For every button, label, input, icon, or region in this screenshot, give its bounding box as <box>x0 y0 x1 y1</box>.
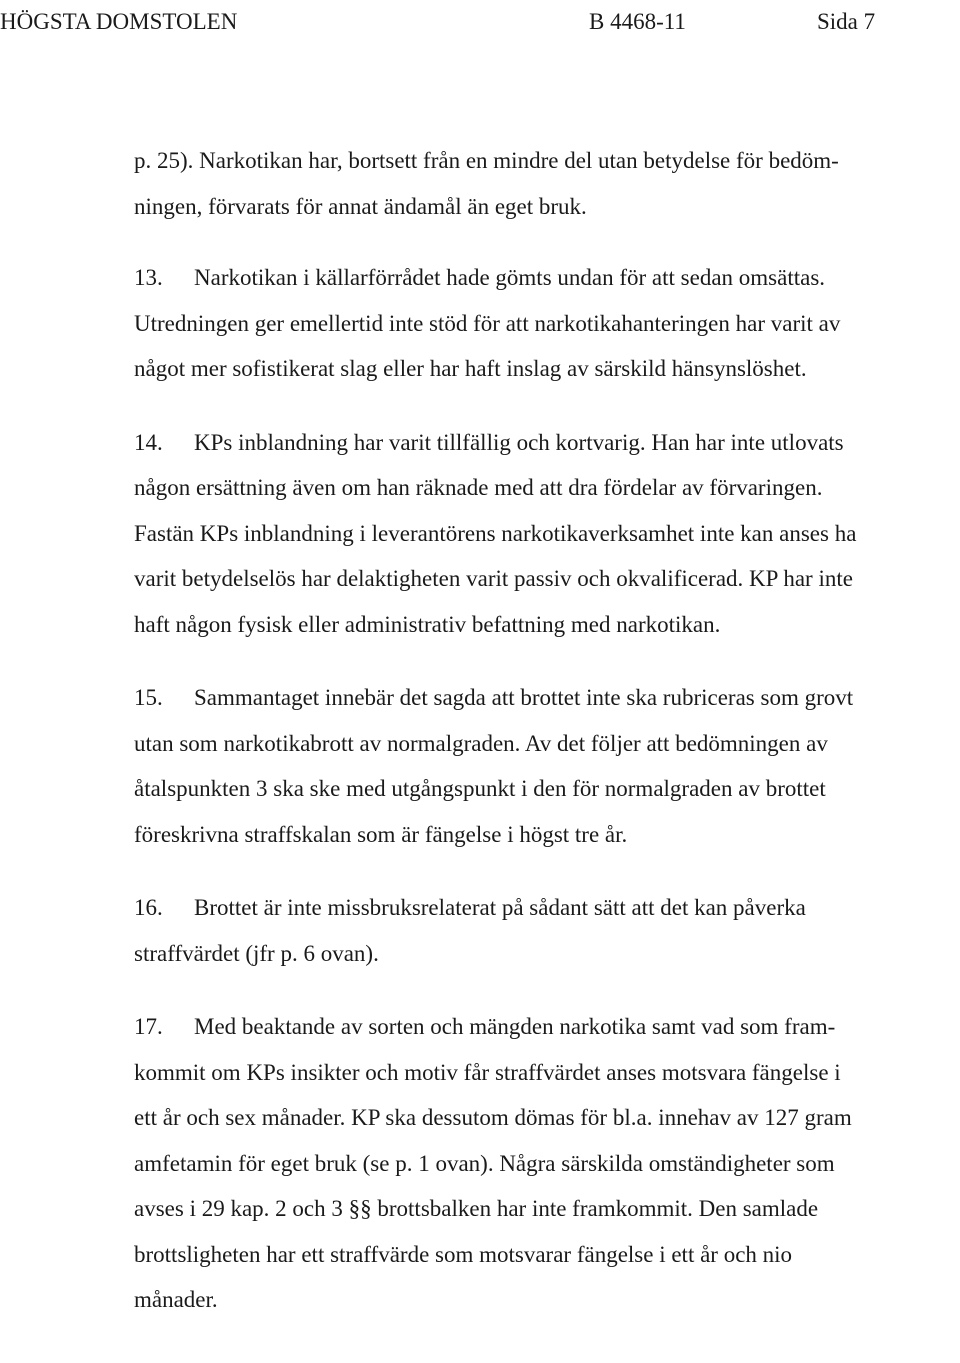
text-line: Fastän KPs inblandning i leverantörens narkotikaverksamhet inte kan anses ha <box>134 520 857 546</box>
paragraph-16 <box>134 885 960 976</box>
paragraph-first-line: Narkotikan i källarförrådet hade gömts undan för att sedan omsättas. <box>194 265 826 290</box>
text-line <box>134 420 960 466</box>
paragraph-number: 14. <box>134 429 163 455</box>
paragraph-first-line: Sammantaget innebär det sagda att brottet inte ska rubriceras som grovt <box>194 685 854 710</box>
page-number: Sida 7 <box>817 9 876 34</box>
continuation-text <box>134 138 960 229</box>
paragraph-number: 15. <box>134 685 163 710</box>
paragraph-first-line: KPs inblandning har varit tillfällig och kortvarig. Han har inte utlovats <box>194 429 844 455</box>
text-line: amfetamin för eget bruk (se p. 1 ovan). Några särskilda omständigheter som <box>134 1150 835 1176</box>
text-line: någon ersättning även om han räknade med att dra fördelar av förvaringen. <box>134 475 823 500</box>
text-line <box>134 1004 960 1050</box>
text-line: Utredningen ger emellertid inte stöd för att narkotikahanteringen har varit av <box>134 310 841 336</box>
text-line: åtalspunkten 3 ska ske med utgångspunkt i den för normalgraden av brottet <box>134 776 826 801</box>
paragraph-first-line: Brottet är inte missbruksrelaterat på sådant sätt att det kan påverka <box>194 895 806 920</box>
text-line: ningen, förvarats för annat ändamål än eget bruk. <box>134 193 587 219</box>
text-line: brottsligheten har ett straffvärde som motsvarar fängelse i ett år och nio <box>134 1241 793 1267</box>
paragraph-13 <box>134 255 960 392</box>
text-line: avses i 29 kap. 2 och 3 §§ brottsbalken har inte framkommit. Den samlade <box>134 1196 819 1221</box>
text-line: utan som narkotikabrott av normalgraden. Av det följer att bedömningen av <box>134 730 828 756</box>
text-line: ett år och sex månader. KP ska dessutom dömas för bl.a. innehav av 127 gram <box>134 1105 852 1130</box>
text-line: varit betydelselös har delaktigheten varit passiv och okvalificerad. KP har inte <box>134 566 853 591</box>
case-number: B 4468-11 <box>589 9 686 34</box>
text-line: kommit om KPs insikter och motiv får straffvärdet anses motsvara fängelse i <box>134 1059 841 1085</box>
text-line <box>134 675 960 721</box>
text-line: något mer sofistikerat slag eller har haft inslag av särskild hänsynslöshet. <box>134 356 807 381</box>
text-line: p. 25). Narkotikan har, bortsett från en mindre del utan betydelse för bedöm- <box>134 148 839 173</box>
paragraph-number: 17. <box>134 1014 163 1039</box>
paragraph-number: 16. <box>134 895 163 920</box>
text-line: föreskrivna straffskalan som är fängelse i högst tre år. <box>134 821 628 847</box>
paragraph-first-line: Med beaktande av sorten och mängden narkotika samt vad som fram- <box>194 1014 836 1039</box>
paragraph-14 <box>134 420 960 648</box>
document-body <box>134 138 960 1323</box>
text-line: månader. <box>134 1287 218 1312</box>
text-line <box>134 255 960 301</box>
text-line <box>134 885 960 931</box>
paragraph-17 <box>134 1004 960 1323</box>
paragraph-number: 13. <box>134 265 163 290</box>
text-line: straffvärdet (jfr p. 6 ovan). <box>134 940 379 966</box>
page-header <box>0 4 960 40</box>
text-line: haft någon fysisk eller administrativ befattning med narkotikan. <box>134 611 721 637</box>
paragraph-15 <box>134 675 960 857</box>
court-name: HÖGSTA DOMSTOLEN <box>0 9 238 34</box>
